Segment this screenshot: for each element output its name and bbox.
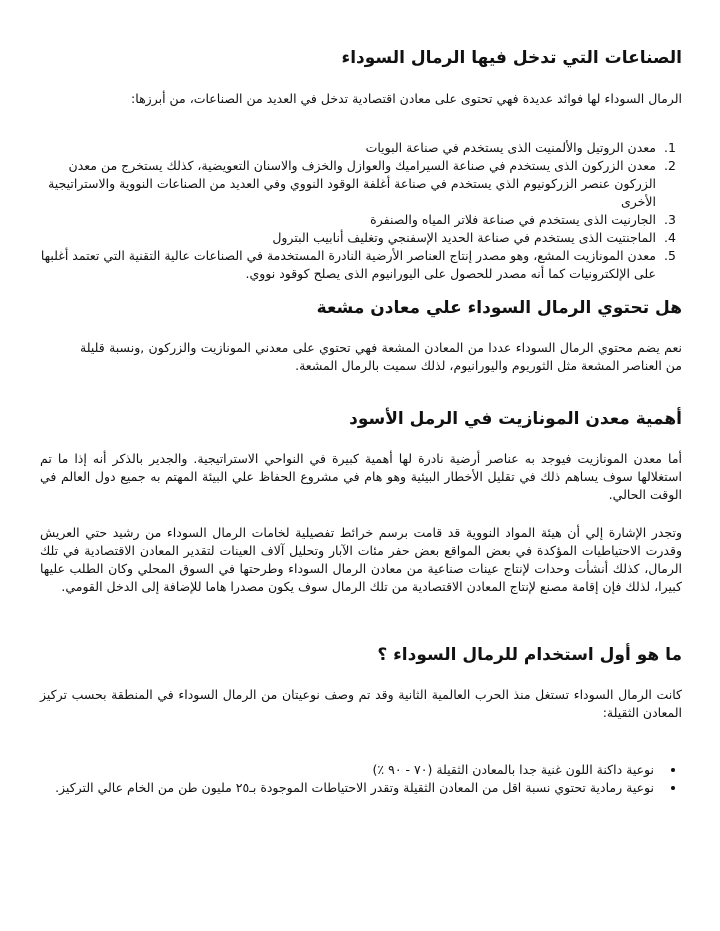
list-item: 5. معدن المونازيت المشع، وهو مصدر إنتاج العناصر الأرضية النادرة المستخدمة في الصناعات عالية التقنية التي تعتمد أغلبها على الإلكترونيات كما أنه مصدر للحصول على اليورانيوم الذى يصلح كوقود نووي. bbox=[40, 247, 660, 283]
list-item: 4. الماجنتيت الذى يستخدم في صناعة الحديد الإسفنجي وتغليف أنابيب البترول bbox=[40, 229, 660, 247]
section-intro-industries: الرمال السوداء لها فوائد عديدة فهي تحتوى على معادن اقتصادية تدخل في العديد من الصناعات، من أبرزها: bbox=[131, 91, 682, 106]
section-title-industries: الصناعات التي تدخل فيها الرمال السوداء bbox=[341, 48, 682, 68]
section-paragraph-first-use: كانت الرمال السوداء تستغل منذ الحرب العالمية الثانية وقد تم وصف نوعيتان من الرمال السوداء في المنطقة بحسب تركيز المعادن الثقيلة: bbox=[40, 687, 682, 720]
list-item: 3. الجارنيت الذى يستخدم في صناعة فلاتر المياه والصنفرة bbox=[40, 211, 660, 229]
list-item: • نوعية رمادية تحتوي نسبة اقل من المعادن الثقيلة وتقدر الاحتياطات الموجودة بـ٢٥ مليون طن من الخام عالي التركيز. bbox=[40, 779, 660, 797]
list-item: • نوعية داكنة اللون غنية جدا بالمعادن الثقيلة (٧٠ - ٩٠ ٪) bbox=[40, 761, 660, 779]
section-title-first-use: ما هو أول استخدام للرمال السوداء ؟ bbox=[377, 645, 682, 665]
list-item: 2. معدن الزركون الذى يستخدم في صناعة السيراميك والعوازل والخزف والاسنان التعويضية، كذلك يستخرج من معدن الزركون عنصر الزركونيوم الذي يستخدم في صناعة أغلفة الوقود النووي وفي العديد من الصناعات النووية والاستراتيجية الأخرى bbox=[40, 157, 660, 211]
section-title-radioactive: هل تحتوي الرمال السوداء علي معادن مشعة bbox=[316, 298, 682, 318]
list-item: 1. معدن الروتيل والألمنيت الذى يستخدم في صناعة البويات bbox=[40, 139, 660, 157]
section-paragraph-radioactive: نعم يضم محتوي الرمال السوداء عددا من المعادن المشعة فهي تحتوي على معدني المونازيت والزركون ,ونسبة قليلة من العناصر المشعة مثل الثوريوم واليورانيوم، لذلك سميت بالرمال المشعة. bbox=[80, 340, 682, 373]
section-title-monazite: أهمية معدن المونازيت في الرمل الأسود bbox=[349, 409, 682, 429]
industries-numbered-list bbox=[40, 139, 682, 283]
section-paragraph-monazite-2: وتجدر الإشارة إلي أن هيئة المواد النووية قد قامت برسم خرائط تفصيلية لخامات الرمال السوداء من رشيد حتي العريش وقدرت الاحتياطيات المؤكدة في بعض المواقع بعض حفر مئات الآبار وتحليل آلاف العينات لتقدير المعادن الاقتصادية في تلك الرمال، كذلك أنشأت وحدات لإنتاج عينات صناعية من معادن الرمال السوداء وطرحتها في السوق المحلي وكان الطلب عليها كبيرا، لذلك فإن إقامة مصنع لإنتاج المعادن الاقتصادية من تلك الرمال سوف يكون مصدرا هاما للإضافة إلى الدخل القومي. bbox=[40, 525, 682, 594]
section-paragraph-monazite-1: أما معدن المونازيت فيوجد به عناصر أرضية نادرة لها أهمية كبيرة في النواحي الاستراتيجية. والجدير بالذكر أنه إذا ما تم استغلالها سوف يساهم ذلك في تقليل الأخطار البيئية وهو هام في مشروع الحفاظ علي البيئة المهتم به جميع دول العالم في الوقت الحالي. bbox=[40, 451, 682, 502]
sand-types-bullet-list bbox=[40, 761, 682, 797]
